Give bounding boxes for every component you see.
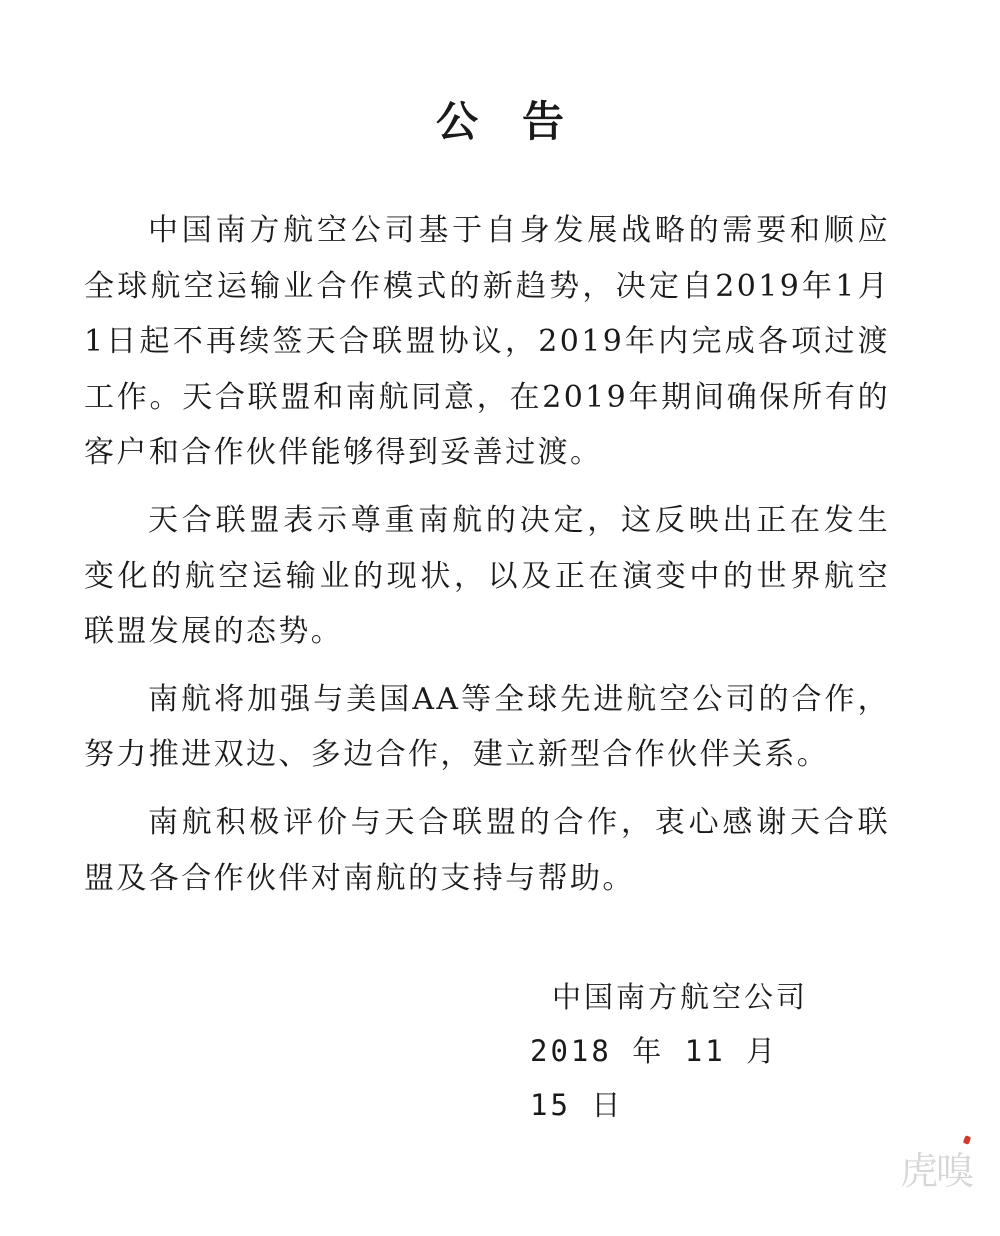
paragraph-1: 中国南方航空公司基于自身发展战略的需要和顺应全球航空运输业合作模式的新趋势，决定自2019年1月1日起不再续签天合联盟协议，2019年内完成各项过渡工作。天合联盟和南航同意，在2019年期间确保所有的客户和合作伙伴能够得到妥善过渡。: [84, 213, 890, 471]
watermark-logo: [900, 1140, 980, 1200]
signature-block: [530, 970, 830, 1132]
notice-title: 公告: [435, 97, 608, 146]
paragraph-2: 天合联盟表示尊重南航的决定，这反映出正在发生变化的航空运输业的现状，以及正在演变中的世界航空联盟发展的态势。: [84, 502, 890, 650]
signature-organization: 中国南方航空公司: [552, 980, 809, 1014]
paragraph-4: 南航积极评价与天合联盟的合作，衷心感谢天合联盟及各合作伙伴对南航的支持与帮助。: [84, 804, 890, 896]
signature-date: 2018 年 11 月 15 日: [530, 1034, 779, 1122]
watermark-text: 虎嗅: [900, 1149, 973, 1193]
paragraph-3: 南航将加强与美国AA等全球先进航空公司的合作，努力推进双边、多边合作，建立新型合作伙伴关系。: [84, 681, 890, 773]
notice-body: [84, 203, 890, 918]
